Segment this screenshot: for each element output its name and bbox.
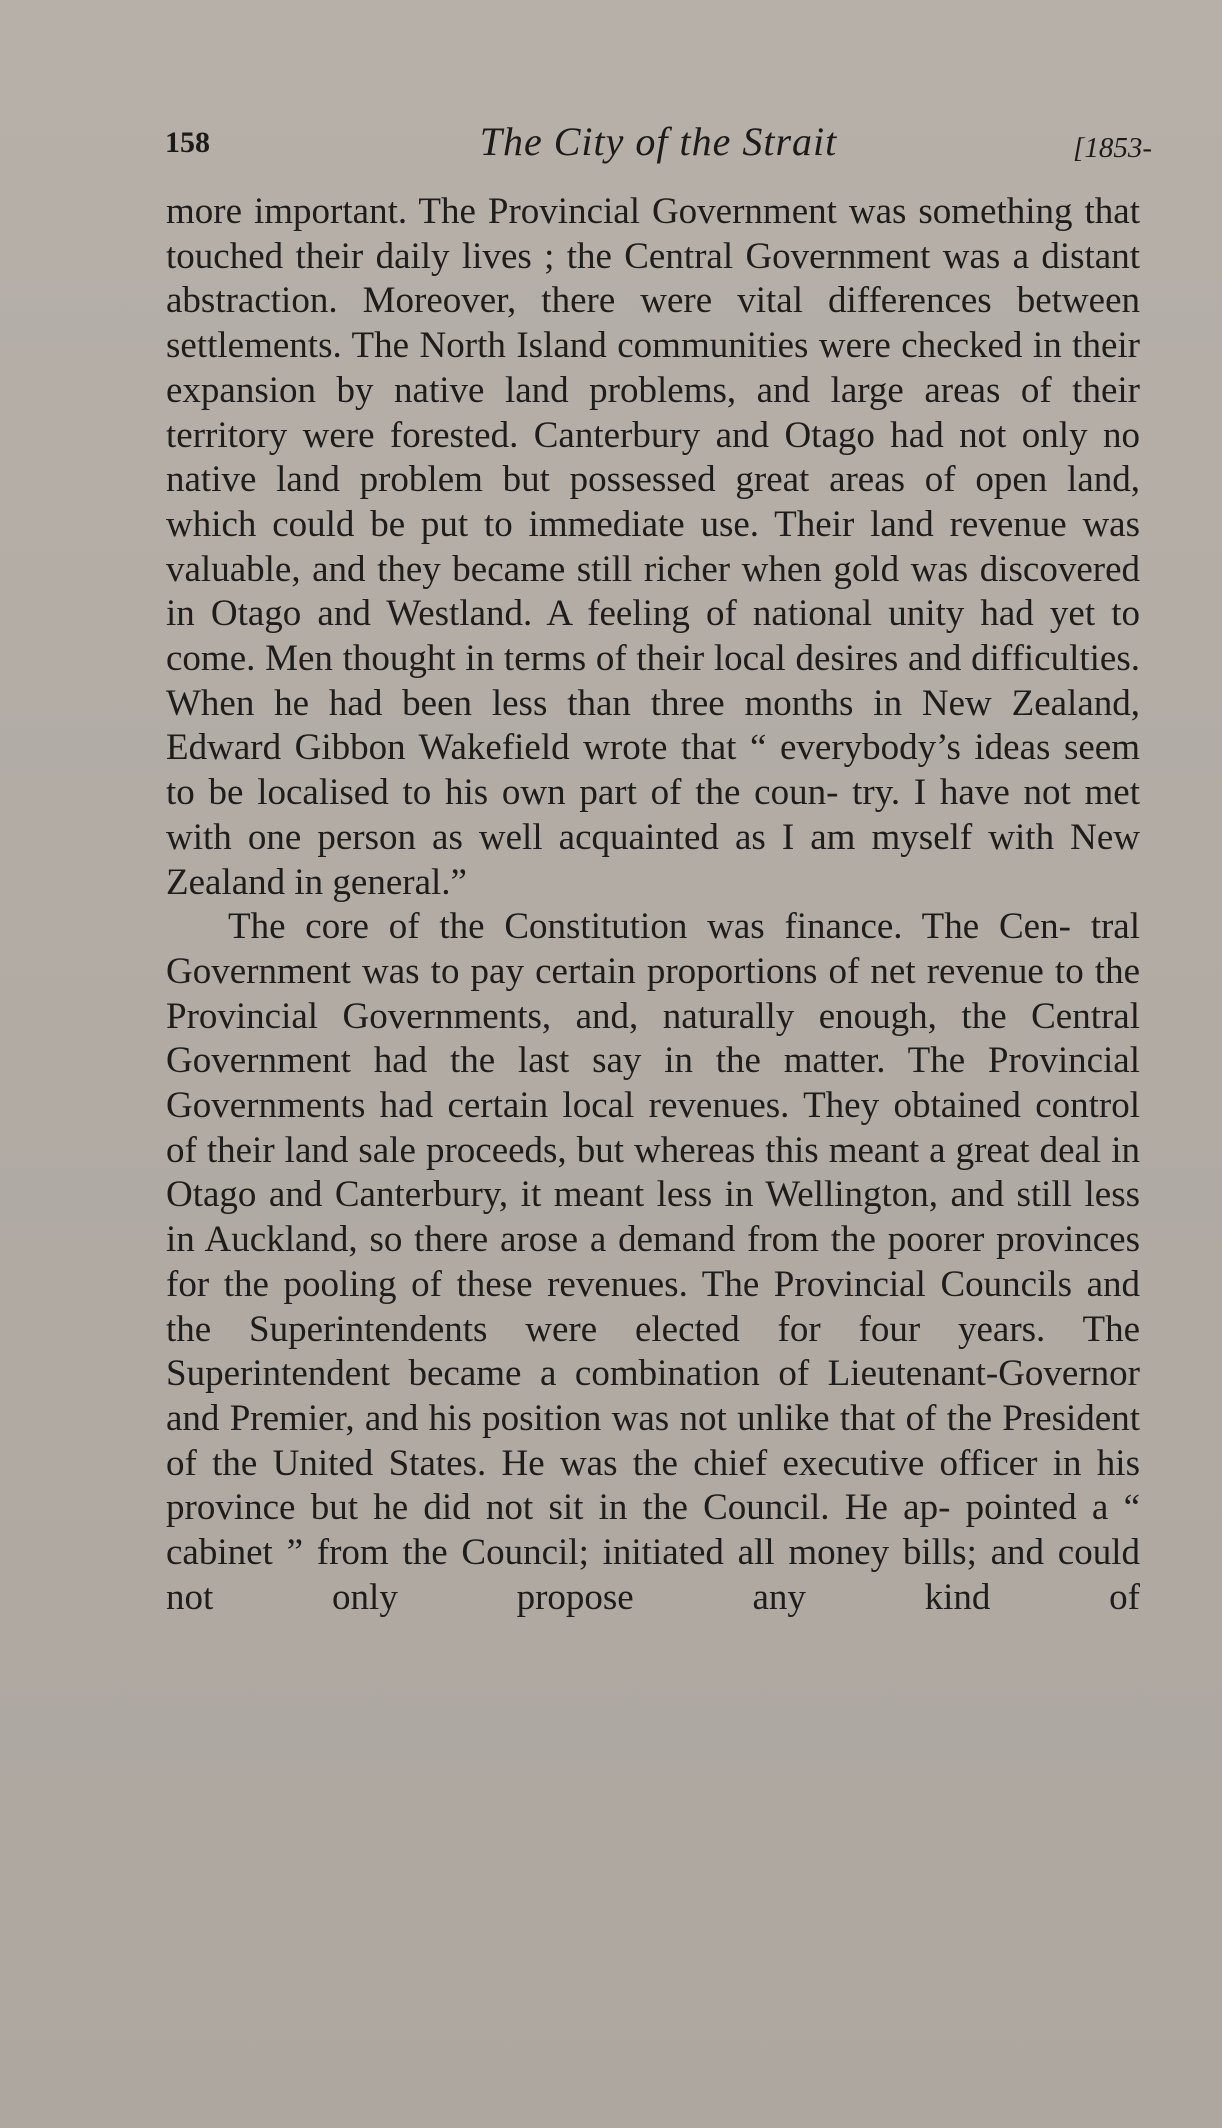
year-range: [1853- [1073, 132, 1152, 164]
body-text [166, 190, 1140, 1621]
book-title: The City of the Strait [479, 119, 838, 164]
paragraph-1: more important. The Provincial Government was something that touched their daily lives ; the Central Government was a distant abstraction. Moreover, there were vital differences between settlements. The North Island communities were checked in their expansion by native land problems, and large areas of their territory were forested. Canterbury and Otago had not only no native land problem but possessed great areas of open land, which could be put to immediate use. Their land revenue was valuable, and they became still richer when gold was discovered in Otago and Westland. A feeling of national unity had yet to come. Men thought in terms of their local desires and difficulties. When he had been less than three months in New Zealand, Edward Gibbon Wakefield wrote that “ everybody’s ideas seem to be localised to his own part of the coun- try. I have not met with one person as well acquainted as I am myself with New Zealand in general.” [166, 191, 1140, 903]
paragraph-2: The core of the Constitution was finance. The Cen- tral Government was to pay certain proportions of net revenue to the Provincial Governments, and, naturally enough, the Central Government had the last say in the matter. The Provincial Governments had certain local revenues. They obtained control of their land sale proceeds, but whereas this meant a great deal in Otago and Canterbury, it meant less in Wellington, and still less in Auckland, so there arose a demand from the poorer provinces for the pooling of these revenues. The Provincial Councils and the Superintendents were elected for four years. The Superintendent became a combination of Lieutenant-Governor and Premier, and his position was not unlike that of the President of the United States. He was the chief executive officer in his province but he did not sit in the Council. He ap- pointed a “ cabinet ” from the Council; initiated all money bills; and could not only propose any kind of [166, 906, 1140, 1618]
running-head [165, 118, 1152, 178]
page-number: 158 [165, 126, 210, 159]
